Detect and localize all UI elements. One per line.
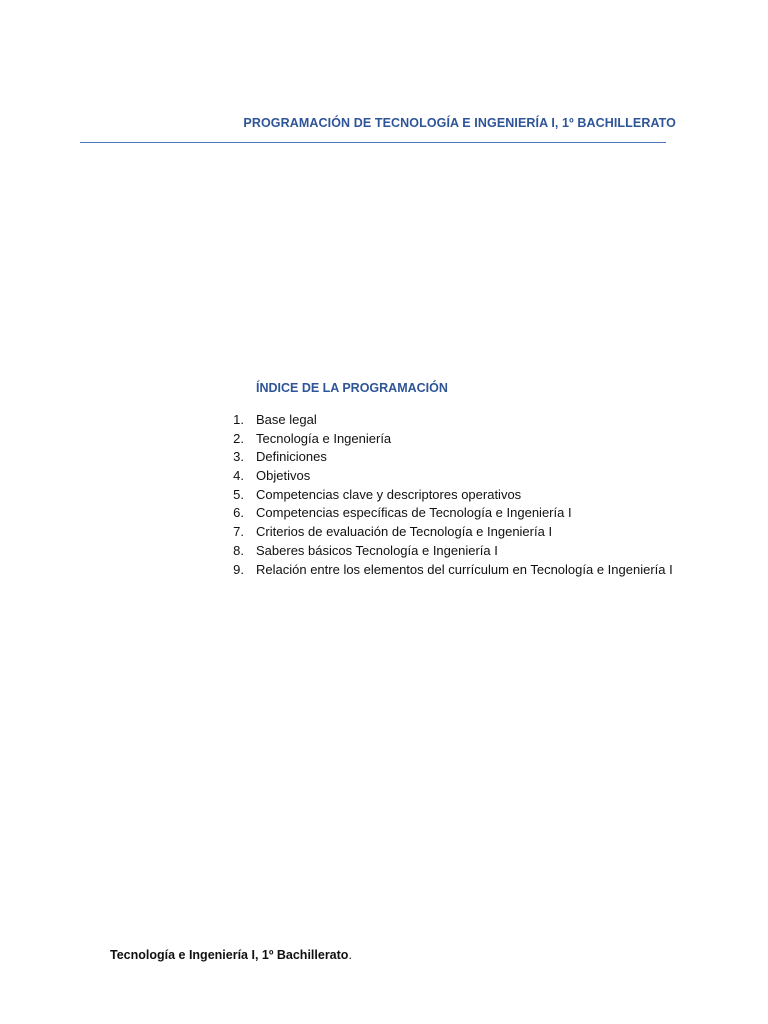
- toc-item-label: Saberes básicos Tecnología e Ingeniería I: [256, 542, 498, 558]
- footer-title: Tecnología e Ingeniería I, 1º Bachillerato: [110, 948, 349, 962]
- page-header-title: PROGRAMACIÓN DE TECNOLOGÍA E INGENIERÍA I, 1º BACHILLERATO: [243, 116, 676, 130]
- header-divider: [80, 142, 666, 143]
- toc-list: [218, 411, 673, 579]
- toc-item-label: Competencias específicas de Tecnología e Ingeniería I: [256, 505, 572, 521]
- toc-item-label: Definiciones: [256, 449, 327, 465]
- toc-item-tecnologia-ingenieria: [218, 430, 673, 449]
- toc-item-definiciones: [218, 448, 673, 467]
- toc-item-number: 7.: [233, 524, 244, 540]
- toc-item-number: 2.: [233, 430, 244, 446]
- toc-item-number: 8.: [233, 542, 244, 558]
- toc-item-number: 9.: [233, 561, 244, 577]
- toc-item-label: Relación entre los elementos del currículum en Tecnología e Ingeniería I: [256, 561, 673, 577]
- toc-item-number: 5.: [233, 486, 244, 502]
- toc-item-base-legal: [218, 411, 673, 430]
- footer-period: .: [348, 948, 352, 962]
- toc-item-saberes-basicos: [218, 542, 673, 561]
- toc-item-label: Tecnología e Ingeniería: [256, 430, 392, 446]
- toc-item-label: Objetivos: [256, 468, 311, 484]
- toc-item-number: 6.: [233, 505, 244, 521]
- toc-item-number: 3.: [233, 449, 244, 465]
- toc-item-label: Competencias clave y descriptores operativos: [256, 486, 522, 502]
- toc-item-label: Base legal: [256, 412, 317, 427]
- page-footer: [110, 948, 352, 962]
- toc-item-objetivos: [218, 467, 673, 486]
- toc-item-number: 4.: [233, 468, 244, 484]
- toc-item-relacion-elementos: [218, 561, 673, 580]
- toc-item-label: Criterios de evaluación de Tecnología e Ingeniería I: [256, 524, 553, 540]
- toc-item-criterios-evaluacion: [218, 523, 673, 542]
- toc-item-number: 1.: [233, 412, 244, 427]
- toc-item-competencias-especificas: [218, 504, 673, 523]
- toc-item-competencias-clave: [218, 486, 673, 505]
- toc-heading: ÍNDICE DE LA PROGRAMACIÓN: [256, 381, 448, 395]
